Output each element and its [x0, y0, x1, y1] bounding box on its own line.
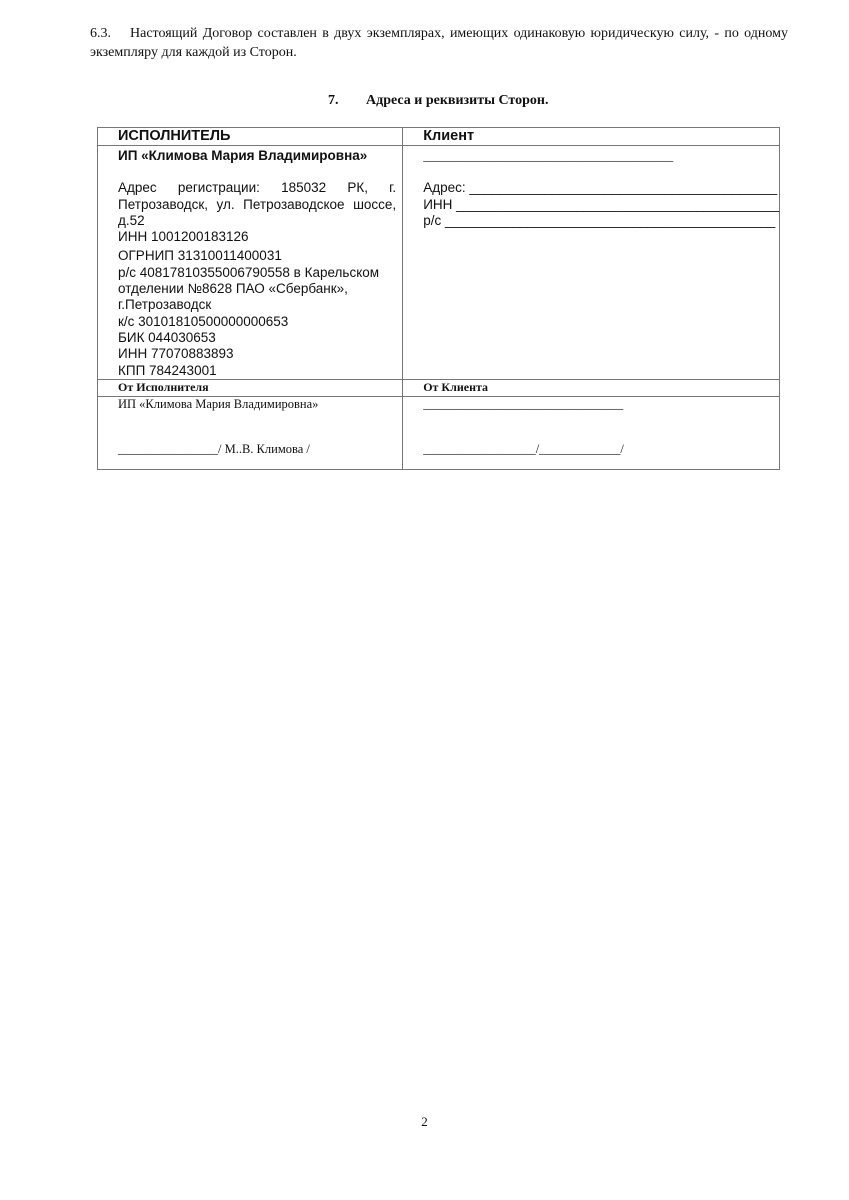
client-account: р/с ____________________________________________ [423, 212, 776, 228]
client-name-blank: ________________________________________ [423, 149, 674, 163]
client-signature-cell [403, 396, 780, 469]
client-header: Клиент [423, 128, 475, 144]
executor-account-line2: отделении №8628 ПАО «Сбербанк», [118, 281, 348, 297]
section-heading [328, 93, 548, 109]
header-row [98, 128, 780, 146]
executor-bik: БИК 044030653 [118, 329, 216, 345]
page-number: 2 [421, 1114, 428, 1129]
client-details [403, 146, 780, 380]
client-header-cell [403, 128, 780, 146]
client-signature-line: __________________/_____________/ [423, 441, 624, 456]
executor-corr-account: к/с 30101810500000000653 [118, 313, 289, 329]
executor-signature-line: ________________/ М..В. Климова / [118, 441, 310, 456]
section-title: Адреса и реквизиты Сторон. [366, 93, 549, 108]
client-address: Адрес: _________________________________________ [423, 180, 778, 196]
section-number: 7. [328, 93, 339, 108]
executor-sign-label-cell [98, 379, 403, 396]
signature-row [98, 396, 780, 469]
executor-inn-2: ИНН 77070883893 [118, 346, 234, 362]
executor-header: ИСПОЛНИТЕЛЬ [118, 128, 231, 144]
executor-address: Адрес регистрации: 185032 РК, г. Петрозаводск, ул. Петрозаводское шоссе, д.52 [118, 180, 397, 228]
requisites-table [97, 127, 780, 470]
executor-account-line1: р/с 40817810355006790558 в Карельском [118, 264, 380, 280]
executor-signature-cell [98, 396, 403, 469]
executor-details [98, 146, 403, 380]
executor-ogrnip: ОГРНИП 31310011400031 [118, 248, 282, 264]
client-inn: ИНН ___________________________________________ [423, 196, 779, 212]
executor-inn: ИНН 1001200183126 [118, 229, 249, 245]
executor-sign-label: От Исполнителя [118, 379, 209, 394]
executor-sign-name: ИП «Климова Мария Владимировна» [118, 396, 319, 411]
client-sign-label-cell [403, 379, 780, 396]
client-sign-name-blank: ________________________________ [423, 396, 624, 411]
clause-number: 6.3. [90, 26, 111, 41]
executor-account-line3: г.Петрозаводск [118, 297, 212, 313]
details-row [98, 146, 780, 380]
executor-name: ИП «Климова Мария Владимировна» [118, 148, 368, 163]
signature-header-row [98, 379, 780, 396]
client-sign-label: От Клиента [423, 379, 489, 394]
executor-kpp: КПП 784243001 [118, 362, 217, 378]
clause-text: Настоящий Договор составлен в двух экземплярах, имеющих одинаковую юридическую силу, - по одному экземпляру для каждой из Сторон. [90, 26, 788, 60]
executor-header-cell [98, 128, 403, 146]
clause-6-3 [90, 24, 788, 62]
